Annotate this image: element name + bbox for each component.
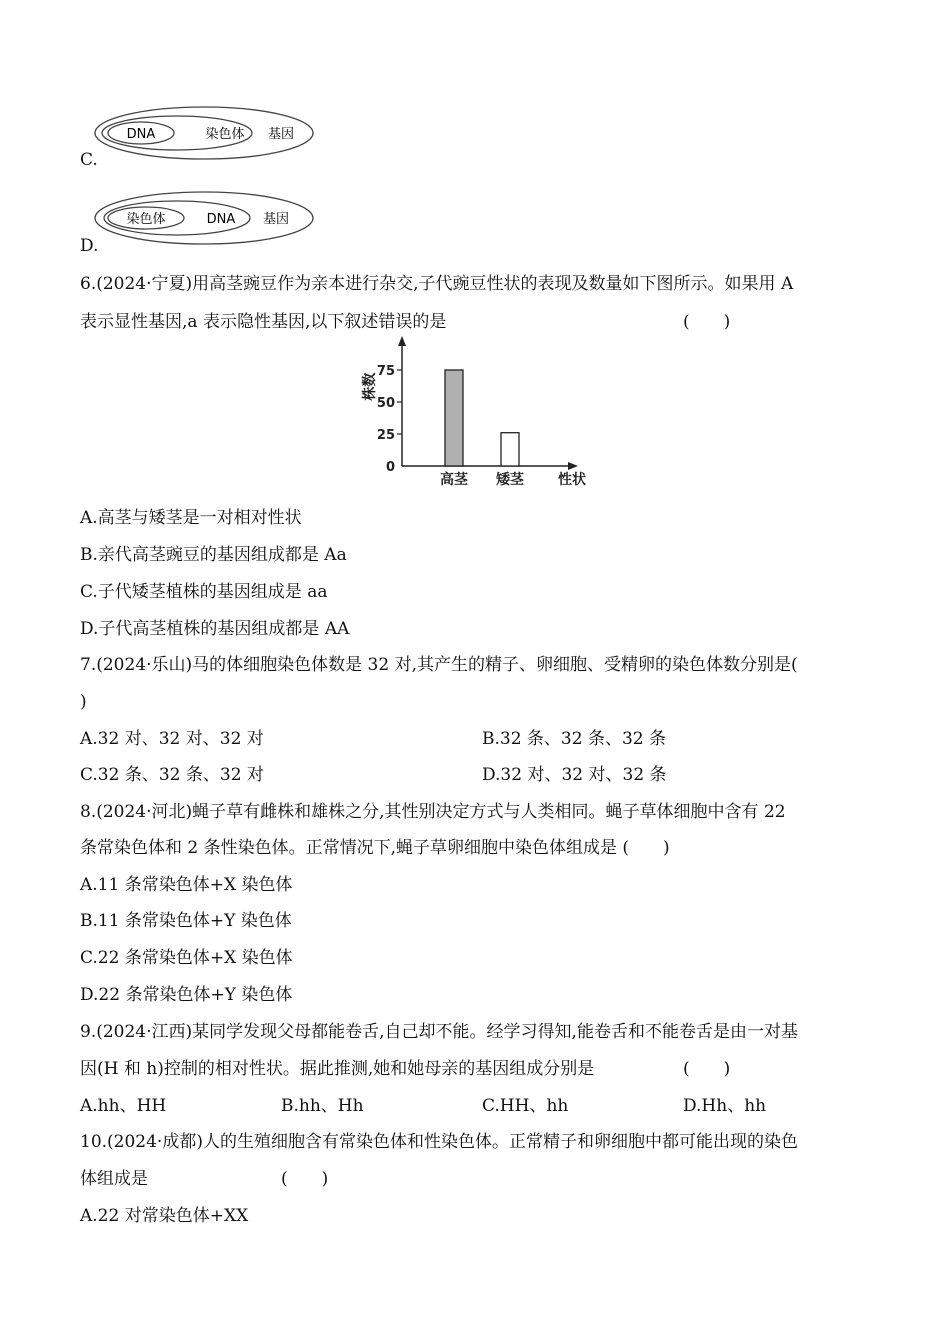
outer-label: 基因 — [262, 212, 290, 227]
option-d-diagram — [94, 191, 318, 249]
option-c-diagram — [94, 106, 318, 164]
y-tick-label-0: 0 — [385, 460, 395, 475]
x-axis-arrow — [568, 462, 578, 470]
q7-stem-line1: 7.(2024·乐山)马的体细胞染色体数是 32 对,其产生的精子、卵细胞、受精卵的染色体数分别是( — [80, 655, 798, 675]
q8-option-d: D.22 条常染色体+Y 染色体 — [80, 985, 293, 1005]
bar-chart — [340, 338, 600, 490]
option-d-label: D. — [80, 236, 99, 256]
q9-answer-paren: ( ) — [683, 1059, 731, 1079]
x-tick-label-高茎: 高茎 — [440, 472, 468, 488]
q10-answer-paren: ( ) — [281, 1169, 329, 1189]
q6-option-d: D.子代高茎植株的基因组成都是 AA — [80, 619, 350, 639]
q10-stem-line2: 体组成是 — [80, 1169, 148, 1189]
q9-stem-line1: 9.(2024·江西)某同学发现父母都能卷舌,自己却不能。经学习得知,能卷舌和不能卷舌是由一对基 — [80, 1022, 798, 1042]
q6-option-b: B.亲代高茎豌豆的基因组成都是 Aa — [80, 545, 347, 565]
x-axis-label: 性状 — [558, 472, 586, 488]
q6-answer-paren: ( ) — [683, 312, 731, 332]
q7-option-c: C.32 条、32 条、32 对 — [80, 765, 264, 785]
q9-option-d: D.Hh、hh — [683, 1096, 767, 1116]
option-c-label: C. — [80, 150, 98, 170]
q9-stem-line2: 因(H 和 h)控制的相对性状。据此推测,她和她母亲的基因组成分别是 — [80, 1059, 595, 1079]
y-axis-label: 株数 — [362, 372, 378, 401]
q7-option-d: D.32 对、32 对、32 条 — [482, 765, 667, 785]
inner-label: DNA — [126, 127, 156, 142]
q9-option-b: B.hh、Hh — [281, 1096, 364, 1116]
y-tick-label-75: 75 — [376, 364, 395, 379]
q8-stem-line2: 条常染色体和 2 条性染色体。正常情况下,蝇子草卵细胞中染色体组成是 ( ) — [80, 838, 670, 858]
q8-option-c: C.22 条常染色体+X 染色体 — [80, 948, 293, 968]
q6-option-c: C.子代矮茎植株的基因组成是 aa — [80, 582, 328, 602]
q6-stem-line1: 6.(2024·宁夏)用高茎豌豆作为亲本进行杂交,子代豌豆性状的表现及数量如下图所示。如果用 A — [80, 274, 794, 294]
middle-label: DNA — [206, 212, 236, 227]
q10-stem-line1: 10.(2024·成都)人的生殖细胞含有常染色体和性染色体。正常精子和卵细胞中都可能出现的染色 — [80, 1132, 798, 1152]
q7-option-a: A.32 对、32 对、32 对 — [80, 729, 264, 749]
q6-stem-line2: 表示显性基因,a 表示隐性基因,以下叙述错误的是 — [80, 312, 447, 332]
bar-矮茎 — [501, 433, 519, 466]
q8-stem-line1: 8.(2024·河北)蝇子草有雌株和雄株之分,其性别决定方式与人类相同。蝇子草体细胞中含有 22 — [80, 802, 786, 822]
q8-option-b: B.11 条常染色体+Y 染色体 — [80, 911, 292, 931]
q6-option-a: A.高茎与矮茎是一对相对性状 — [80, 508, 302, 528]
y-tick-label-25: 25 — [376, 428, 395, 443]
q7-option-b: B.32 条、32 条、32 条 — [482, 729, 667, 749]
x-tick-label-矮茎: 矮茎 — [496, 472, 524, 488]
q10-option-a: A.22 对常染色体+XX — [80, 1206, 249, 1226]
y-axis-arrow — [398, 336, 406, 346]
inner-label: 染色体 — [126, 212, 166, 227]
bar-高茎 — [445, 370, 463, 466]
outer-label: 基因 — [267, 127, 295, 142]
q7-stem-line2: ) — [80, 692, 87, 712]
q9-option-c: C.HH、hh — [482, 1096, 569, 1116]
middle-label: 染色体 — [205, 127, 245, 142]
y-tick-label-50: 50 — [376, 396, 395, 411]
q8-option-a: A.11 条常染色体+X 染色体 — [80, 875, 293, 895]
q9-option-a: A.hh、HH — [80, 1096, 167, 1116]
